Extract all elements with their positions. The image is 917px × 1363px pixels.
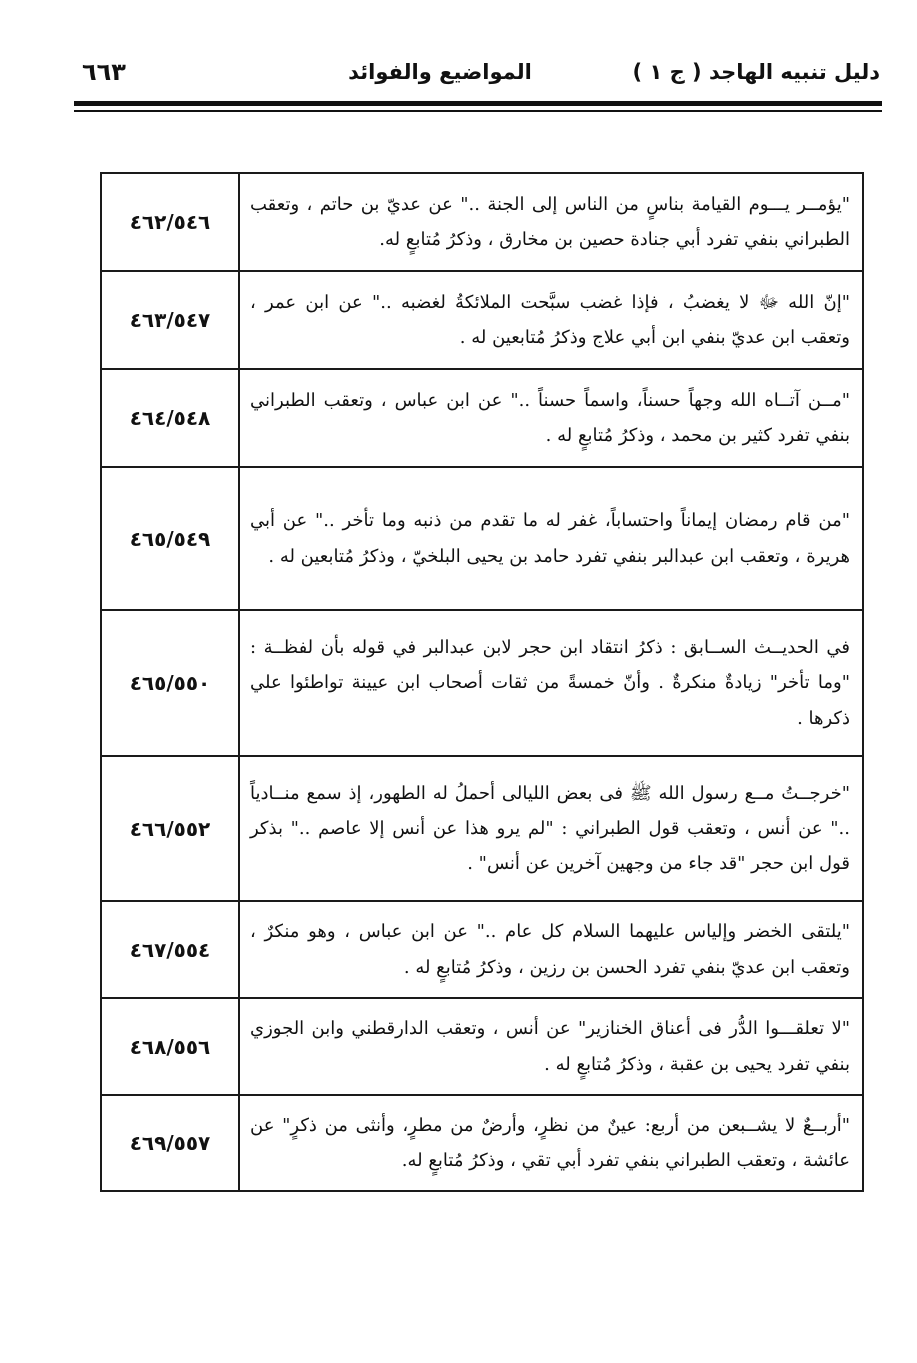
entry-reference: ٤٦٧/٥٥٤ xyxy=(101,901,239,998)
entry-reference: ٤٦٥/٥٤٩ xyxy=(101,467,239,610)
table-row xyxy=(101,901,863,998)
book-title: دليل تنبيه الهاجد ( ج ١ ) xyxy=(632,60,880,84)
entry-reference: ٤٦٢/٥٤٦ xyxy=(101,173,239,271)
entry-reference: ٤٦٨/٥٥٦ xyxy=(101,998,239,1095)
entry-text: "إنّ الله ﷻ لا يغضبُ ، فإذا غضب سبَّحت الملائكةُ لغضبه .." عن ابن عمر ، وتعقب ابن عديّ بنفي ابن أبي علاج وذكرُ مُتابعين له . xyxy=(239,271,863,369)
entry-text: "خرجــتُ مــع رسول الله ﷺ فى بعض الليالى أحملُ له الطهور، إذ سمع منــادياً .." عن أنس ، وتعقب قول الطبراني : "لم يرو هذا عن أنس إلا عاصم .." بذكر قول ابن حجر "قد جاء من وجهين آخرين عن أنس" . xyxy=(239,756,863,901)
page-number: ٦٦٣ xyxy=(82,58,126,86)
entry-text: في الحديــث الســابق : ذكرُ انتقاد ابن حجر لابن عبدالبر في قوله بأن لفظــة : "وما تأخر" زيادةٌ منكرةٌ . وأنّ خمسةً من ثقات أصحاب ابن عيينة تواطئوا علي ذكرها . xyxy=(239,610,863,756)
entry-reference: ٤٦٤/٥٤٨ xyxy=(101,369,239,467)
header-rule-thin xyxy=(74,110,882,112)
running-header xyxy=(60,54,880,94)
entry-reference: ٤٦٣/٥٤٧ xyxy=(101,271,239,369)
entry-text: "مــن آتــاه الله وجهاً حسناً، واسماً حسناً .." عن ابن عباس ، وتعقب الطبراني بنفي تفرد كثير بن محمد ، وذكرُ مُتابعٍ له . xyxy=(239,369,863,467)
entry-reference: ٤٦٦/٥٥٢ xyxy=(101,756,239,901)
table-row xyxy=(101,998,863,1095)
header-rule-thick xyxy=(74,101,882,106)
entry-reference: ٤٦٩/٥٥٧ xyxy=(101,1095,239,1191)
table-row xyxy=(101,610,863,756)
table-row xyxy=(101,173,863,271)
table-row xyxy=(101,467,863,610)
section-title: المواضيع والفوائد xyxy=(348,60,532,84)
entry-reference: ٤٦٥/٥٥٠ xyxy=(101,610,239,756)
entry-text: "من قام رمضان إيماناً واحتساباً، غفر له ما تقدم من ذنبه وما تأخر .." عن أبي هريرة ، وتعقب ابن عبدالبر بنفي تفرد حامد بن يحيى البلخيّ ، وذكرُ مُتابعين له . xyxy=(239,467,863,610)
table-row xyxy=(101,1095,863,1191)
entry-text: "لا تعلقـــوا الدُّر فى أعناق الخنازير" عن أنس ، وتعقب الدارقطني وابن الجوزي بنفي تفرد يحيى بن عقبة ، وذكرُ مُتابعٍ له . xyxy=(239,998,863,1095)
table-row xyxy=(101,756,863,901)
hadith-index-table xyxy=(100,172,864,1192)
entry-text: "يؤمــر يـــوم القيامة بناسٍ من الناس إلى الجنة .." عن عديّ بن حاتم ، وتعقب الطبراني بنفي تفرد أبي جنادة حصين بن مخارق ، وذكرُ مُتابعٍ له. xyxy=(239,173,863,271)
table-row xyxy=(101,369,863,467)
entry-text: "أربــعٌ لا يشــبعن من أربع: عينٌ من نظرٍ، وأرضٌ من مطرٍ، وأنثى من ذكرٍ" عن عائشة ، وتعقب الطبراني بنفي تفرد أبي تقي ، وذكرُ مُتابعٍ له. xyxy=(239,1095,863,1191)
entry-text: "يلتقى الخضر وإلياس عليهما السلام كل عام .." عن ابن عباس ، وهو منكرٌ ، وتعقب ابن عديّ بنفي تفرد الحسن بن رزين ، وذكرُ مُتابعٍ له . xyxy=(239,901,863,998)
table-row xyxy=(101,271,863,369)
